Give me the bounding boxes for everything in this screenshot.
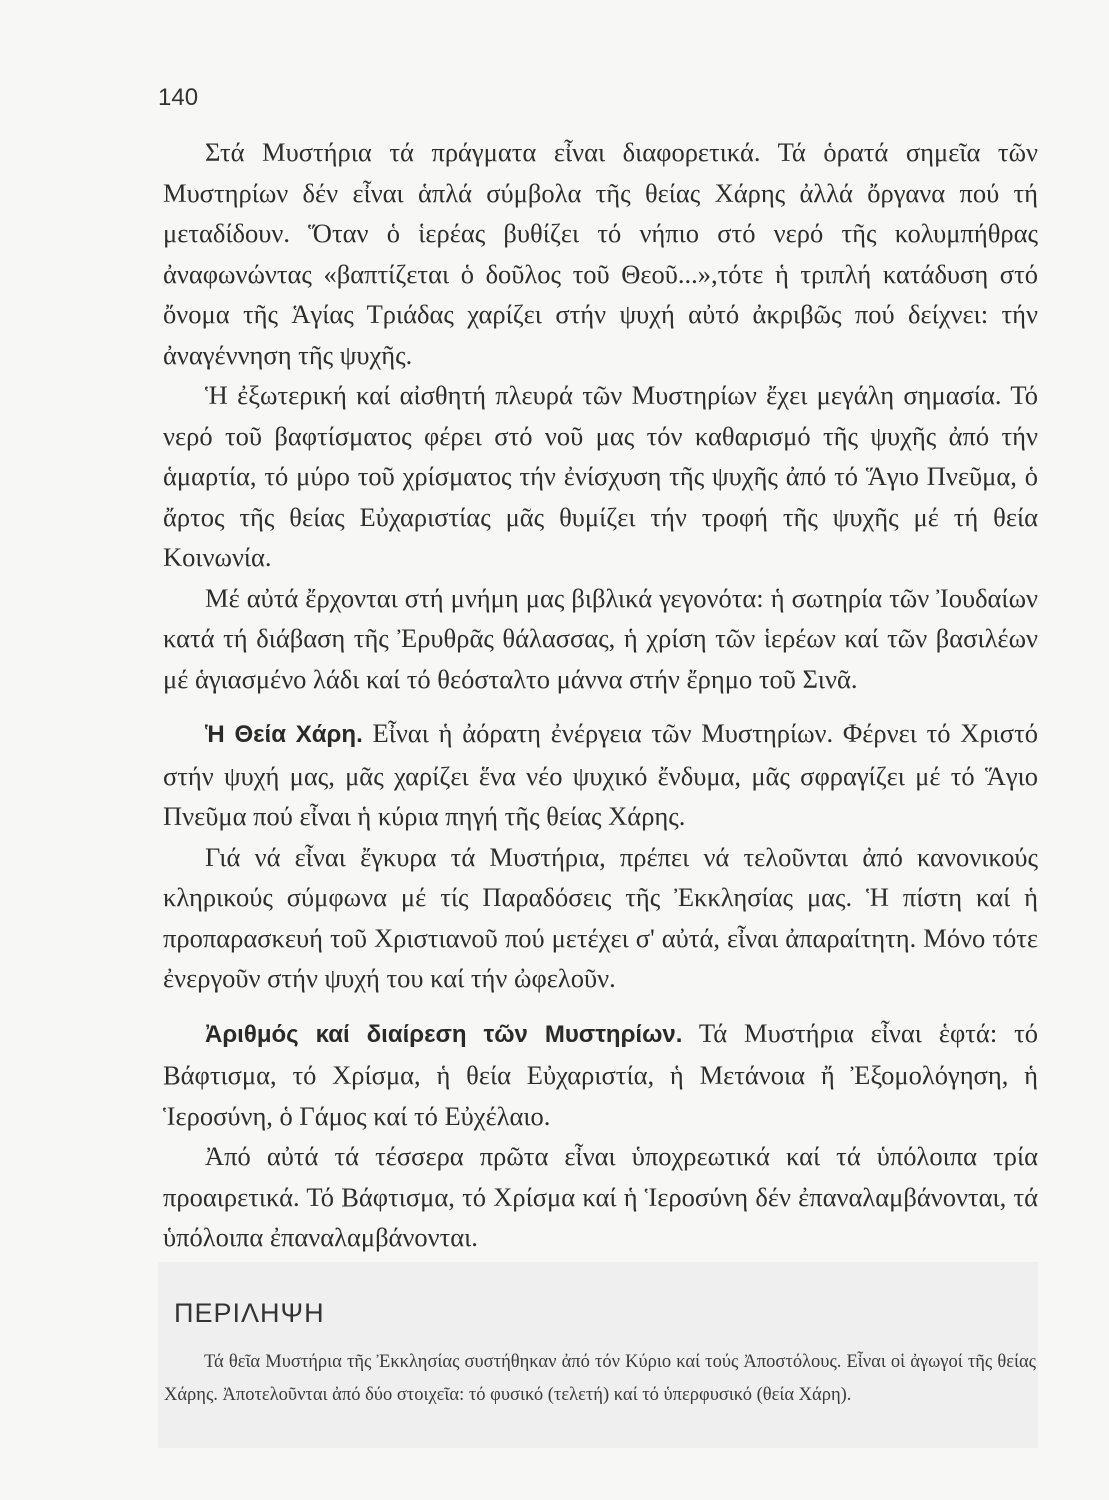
- paragraph-mysteries-different: Στά Μυστήρια τά πράγματα εἶναι διαφορετικά. Τά ὁρατά σημεῖα τῶν Μυστηρίων δέν εἶναι ἁπλά σύμβολα τῆς θείας Χάρης ἀλλά ὄργανα πού τή μεταδίδουν. Ὅταν ὁ ἱερέας βυθίζει τό νήπιο στό νερό τῆς κολυμπήθρας ἀναφωνώντας «βαπτίζεται ὁ δοῦλος τοῦ Θεοῦ...»,τότε ἡ τριπλή κατάδυση στό ὄνομα τῆς Ἁγίας Τριάδας χαρίζει στήν ψυχή αὐτό ἀκριβῶς πού δείχνει: τήν ἀναγέννηση τῆς ψυχῆς.: [163, 137, 1038, 370]
- summary-text: Τά θεῖα Μυστήρια τῆς Ἐκκλησίας συστήθηκαν ἀπό τόν Κύριο καί τούς Ἀποστόλους. Εἶναι οἱ ἀγωγοί τῆς θείας Χάρης. Ἀποτελοῦνται ἀπό δύο στοιχεῖα: τό φυσικό (τελετή) καί τό ὑπερφυσικό (θεία Χάρη).: [164, 1352, 1036, 1405]
- summary-title: ΠΕΡΙΛΗΨΗ: [174, 1298, 325, 1328]
- summary-box: [158, 1262, 1038, 1448]
- main-text: [163, 132, 1038, 1258]
- section-heading-number-division: Ἀριθμός καί διαίρεση τῶν Μυστηρίων.: [205, 1020, 683, 1048]
- paragraph-number-division: [163, 1013, 1038, 1137]
- number-division-text: Τά Μυστήρια εἶναι ἑφτά: τό Βάφτισμα, τό Χρίσμα, ἡ θεία Εὐχαριστία, ἡ Μετάνοια ἤ Ἐξομολόγηση, ἡ Ἱεροσύνη, ὁ Γάμος καί τό Εὐχέλαιο.: [163, 1017, 1039, 1131]
- paragraph-biblical-events: Μέ αὐτά ἔρχονται στή μνήμη μας βιβλικά γεγονότα: ἡ σωτηρία τῶν Ἰουδαίων κατά τή διάβαση τῆς Ἐρυθρᾶς θάλασσας, ἡ χρίση τῶν ἱερέων καί τῶν βασιλέων μέ ἁγιασμένο λάδι καί τό θεόσταλτο μάννα στήν ἔρημο τοῦ Σινᾶ.: [163, 582, 1038, 694]
- paragraph-external-side: Ἡ ἐξωτερική καί αἰσθητή πλευρά τῶν Μυστηρίων ἔχει μεγάλη σημασία. Τό νερό τοῦ βαφτίσματος φέρει στό νοῦ μας τόν καθαρισμό τῆς ψυχῆς ἀπό τήν ἁμαρτία, τό μύρο τοῦ χρίσματος τήν ἐνίσχυση τῆς ψυχῆς ἀπό τό Ἅγιο Πνεῦμα, ὁ ἄρτος τῆς θείας Εὐχαριστίας μᾶς θυμίζει τήν τροφή τῆς ψυχῆς μέ τή θεία Κοινωνία.: [163, 380, 1038, 572]
- paragraph-validity: Γιά νά εἶναι ἔγκυρα τά Μυστήρια, πρέπει νά τελοῦνται ἀπό κανονικούς κληρικούς σύμφωνα μέ τίς Παραδόσεις τῆς Ἐκκλησίας μας. Ἡ πίστη καί ἡ προπαρασκευή τοῦ Χριστιανοῦ πού μετέχει σ' αὐτά, εἶναι ἀπαραίτητη. Μόνο τότε ἐνεργοῦν στήν ψυχή του καί τήν ὠφελοῦν.: [163, 841, 1038, 993]
- page-number: 140: [158, 84, 199, 111]
- paragraph-obligatory: Ἀπό αὐτά τά τέσσερα πρῶτα εἶναι ὑποχρεωτικά καί τά ὑπόλοιπα τρία προαιρετικά. Τό Βάφτισμα, τό Χρίσμα καί ἡ Ἱεροσύνη δέν ἐπαναλαμβάνονται, τά ὑπόλοιπα ἐπαναλαμβάνονται.: [163, 1141, 1038, 1252]
- paragraph-divine-grace: [163, 713, 1038, 837]
- section-heading-divine-grace: Ἡ Θεία Χάρη.: [205, 721, 363, 748]
- divine-grace-text: Εἶναι ἡ ἀόρατη ἐνέργεια τῶν Μυστηρίων. Φέρνει τό Χριστό στήν ψυχή μας, μᾶς χαρίζει ἕνα νέο ψυχικό ἔνδυμα, μᾶς σφραγίζει μέ τό Ἅγιο Πνεῦμα πού εἶναι ἡ κύρια πηγή τῆς θείας Χάρης.: [163, 718, 1038, 831]
